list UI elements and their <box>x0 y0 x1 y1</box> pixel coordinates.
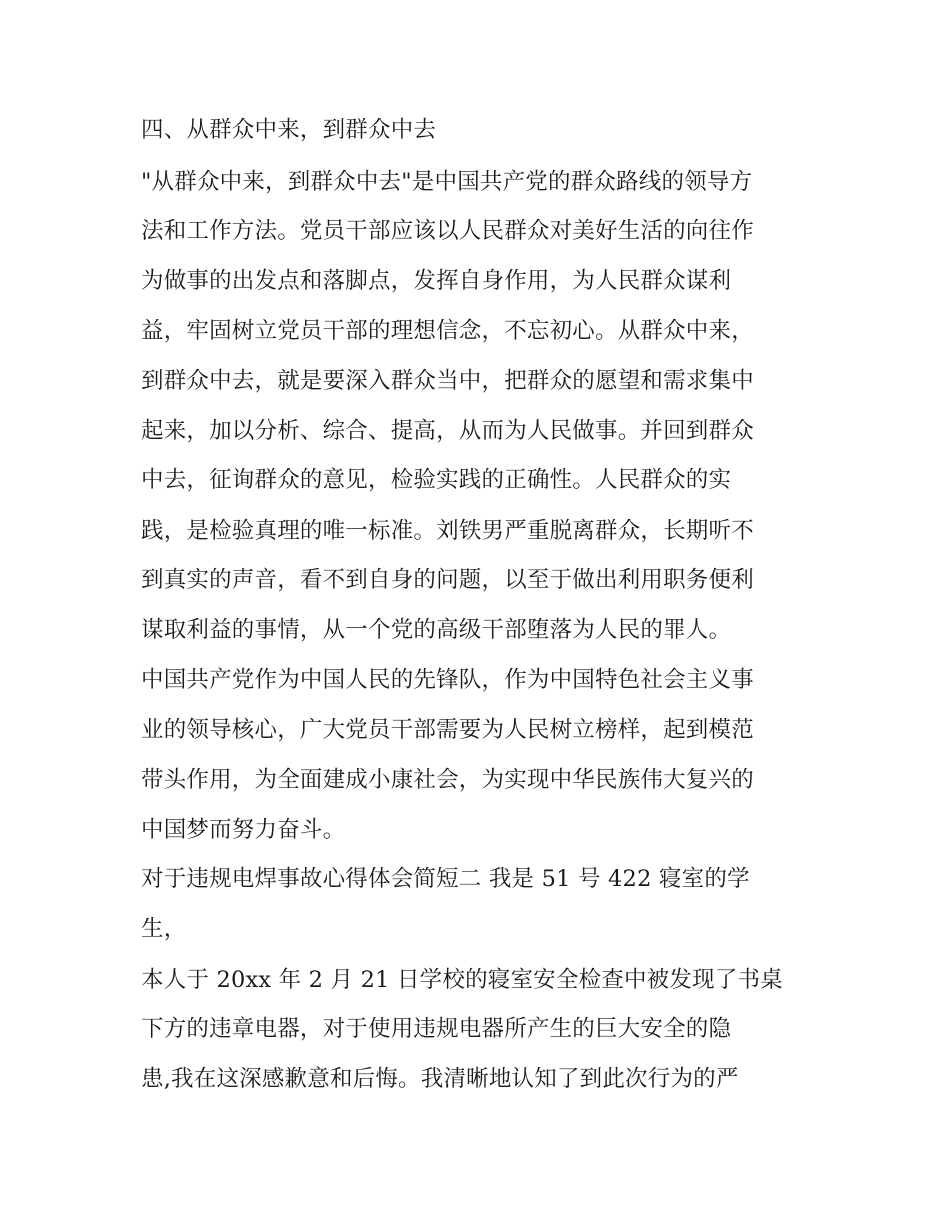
text-line: 中国共产党作为中国人民的先锋队，作为中国特色社会主义事 <box>141 667 754 693</box>
text-line: 到真实的声音，看不到自身的问题，以至于做出利用职务便利 <box>141 567 754 593</box>
text-line: 到群众中去，就是要深入群众当中，把群众的愿望和需求集中 <box>141 368 754 394</box>
text-line: 带头作用，为全面建成小康社会，为实现中华民族伟大复兴的 <box>141 767 754 793</box>
text-line: 中国梦而努力奋斗。 <box>141 817 346 843</box>
text-line: 业的领导核心，广大党员干部需要为人民树立榜样，起到模范 <box>141 717 754 743</box>
text-line: 践，是检验真理的唯一标准。刘铁男严重脱离群众，长期听不 <box>141 518 754 544</box>
text-line: 患,我在这深感歉意和后悔。我清晰地认知了到此次行为的严 <box>141 1066 739 1092</box>
text-line: 为做事的出发点和落脚点，发挥自身作用，为人民群众谋利 <box>141 268 732 294</box>
text-line: 益，牢固树立党员干部的理想信念，不忘初心。从群众中来， <box>141 318 754 344</box>
text-line: 下方的违章电器，对于使用违规电器所产生的巨大安全的隐 <box>141 1016 732 1042</box>
text-line: 中去，征询群众的意见，检验实践的正确性。人民群众的实 <box>141 467 732 493</box>
section-heading: 四、从群众中来，到群众中去 <box>141 117 437 143</box>
text-line: 本人于 20xx 年 2 月 21 日学校的寝室安全检查中被发现了书桌 <box>141 967 783 993</box>
text-line: 法和工作方法。党员干部应该以人民群众对美好生活的向往作 <box>141 218 754 244</box>
text-line: 生， <box>141 916 187 942</box>
text-line: "从群众中来，到群众中去"是中国共产党的群众路线的领导方 <box>141 169 753 195</box>
text-line: 对于违规电焊事故心得体会简短二 我是 51 号 422 寝室的学 <box>141 866 750 892</box>
text-line: 谋取利益的事情，从一个党的高级干部堕落为人民的罪人。 <box>141 617 732 643</box>
text-line: 起来，加以分析、综合、提高，从而为人民做事。并回到群众 <box>141 418 754 444</box>
